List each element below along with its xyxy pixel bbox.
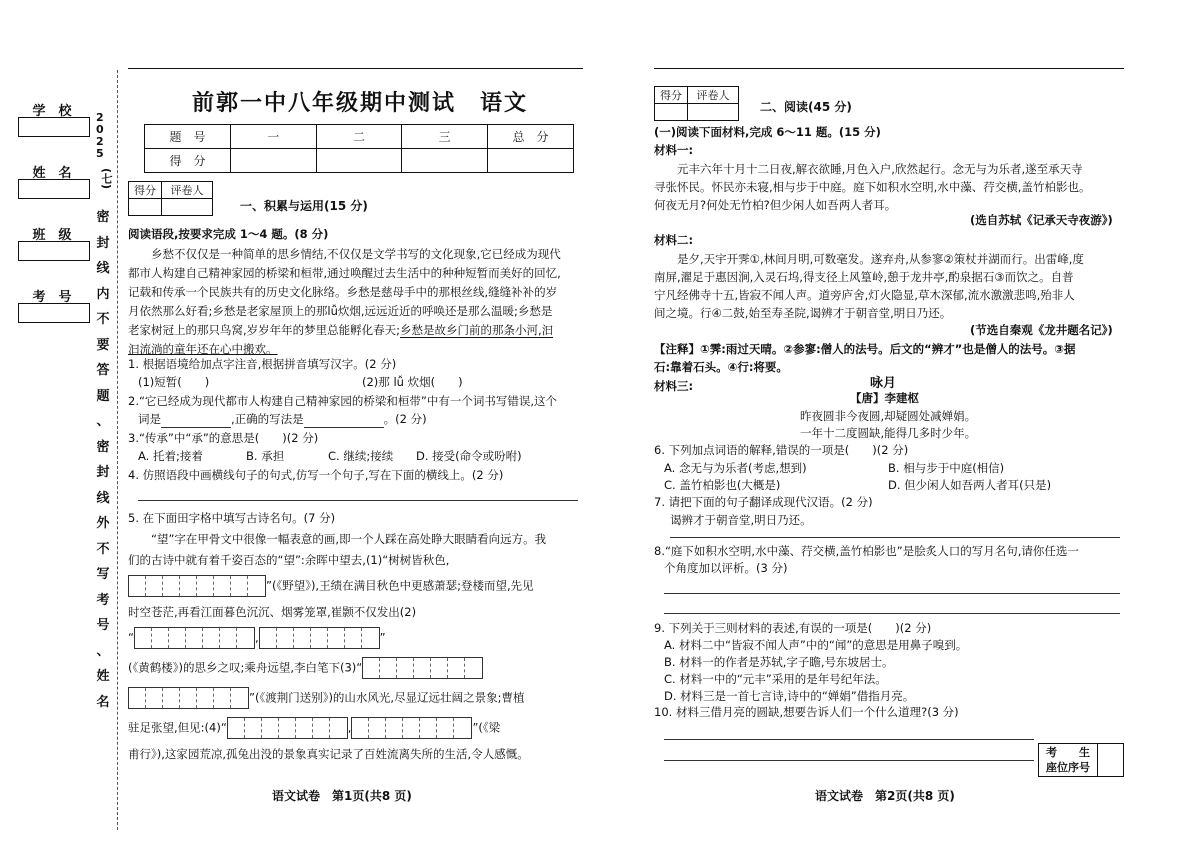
comma-mark: , [254, 630, 259, 645]
q5-line: 们的古诗中就有着千姿百态的“望”:余晖中望去,(1)“树树皆秋色, [128, 553, 450, 567]
part-1-instruction: (一)阅读下面材料,完成 6～11 题。(15 分) [654, 125, 881, 139]
comma-mark: , [347, 720, 352, 735]
scorer-score-label: 得分 [655, 87, 688, 104]
q5-line: 时空苍茫,再看江面暮色沉沉、烟雾笼罩,崔颢不仅发出(2) [128, 605, 417, 619]
section-2-title: 二、阅读(45 分) [760, 100, 852, 114]
q7-sentence: 谒辨才于朝音堂,明日乃还。 [670, 513, 812, 527]
seal-text-char: 外 [96, 516, 110, 531]
seal-text-char: 姓 [96, 669, 110, 684]
class-label: 班 级 [32, 228, 72, 243]
seal-dashed-line [117, 70, 118, 830]
passage-line: 月依然那么好看;乡愁是老家屋顶上的那lǚ炊烟,远远近近的呼唤还是那么温暖;乡愁是 [128, 304, 553, 318]
passage-line: 汩流淌的童年还在心中搬欢。 [128, 342, 278, 356]
score-table-header: 一 [230, 125, 316, 149]
score-table-header: 题 号 [145, 125, 231, 149]
seal-text-char: 密 [96, 439, 110, 455]
seal-text-char: 不 [96, 312, 110, 327]
name-field[interactable] [18, 179, 90, 199]
material-2-line: 南屏,濯足于惠因涧,入灵石坞,得支径上风篁岭,憩于龙井亭,酌泉据石③而饮之。自普 [654, 270, 1074, 284]
id-label: 考 号 [32, 290, 72, 305]
annotation-line: 石:靠着石头。④行:将要。 [654, 360, 788, 374]
q9-option-a[interactable]: A. 材料二中“皆寂不闻人声”中的“闻”的意思是用鼻子嗅到。 [664, 638, 968, 652]
material-1-line: 何夜无月?何处无竹柏?但少闲人如吾两人者耳。 [654, 198, 897, 212]
q9-option-b[interactable]: B. 材料一的作者是苏轼,字子瞻,号东坡居士。 [664, 655, 894, 669]
seal-text-char: 内 [96, 286, 110, 302]
passage [128, 245, 588, 359]
scorer-name-label: 评卷人 [688, 87, 739, 104]
question-2: 2.“它已经成为现代都市人构建自己精神家园的桥梁和桓带”中有一个词书写错误,这个 [128, 394, 558, 408]
q5-source-2: (《黄鹤楼》)的思乡之叹;乘舟远望,李白笔下(3)“ [128, 660, 363, 675]
scorer-box [128, 181, 213, 216]
question-5: 5. 在下面田字格中填写古诗名句。(7 分) [128, 511, 336, 525]
score-table-header: 二 [316, 125, 402, 149]
material-2-line: 间之境。行④二鼓,始至寿圣院,谒辨才于朝音堂,明日乃还。 [654, 306, 952, 320]
seat-number-field[interactable] [1098, 744, 1123, 776]
material-2-line: 是夕,天宇开霁①,林间月明,可数毫发。遂弃舟,从参寥②策杖并湖而行。出雷峰,度 [654, 252, 1084, 266]
page-2-footer: 语文试卷 第2页(共8 页) [815, 789, 955, 803]
q2-correct-label: ,正确的写法是 [231, 412, 304, 426]
score-row-label: 得 分 [145, 149, 231, 173]
poem-author: 【唐】李建枢 [850, 391, 919, 405]
quote-mark: “ [128, 630, 134, 645]
q5-source-3: ”(《渡荆门送别》)的山水风光,尽显辽远壮阔之景象;曹植 [249, 690, 525, 705]
question-8: 8.“庭下如积水空明,水中藻、荇交横,盖竹柏影也”是脍炙人口的写月名句,请你任选一 [654, 544, 1079, 558]
seat-label-2: 座位序号 [1046, 761, 1090, 774]
question-7: 7. 请把下面的句子翻译成现代汉语。(2 分) [654, 495, 873, 509]
material-3-label: 材料三: [654, 379, 694, 393]
poem-line: 昨夜圆非今夜圆,却疑圆处减婵娟。 [800, 409, 977, 423]
q6-option-b[interactable]: B. 相与步于中庭(相信) [888, 461, 1005, 475]
score-cell[interactable] [402, 149, 488, 173]
scorer-box [654, 86, 739, 121]
passage-line [128, 321, 588, 340]
seat-label-1: 考 生 [1046, 746, 1090, 759]
passage-text: 老家树冠上的那只鸟窝,岁岁年年的梦里总能孵化春天; [128, 323, 401, 337]
scorer-score-cell[interactable] [129, 199, 162, 216]
material-2 [654, 250, 1134, 322]
q5-row-2 [128, 627, 590, 653]
scorer-name-cell[interactable] [688, 104, 739, 121]
q2-score: 。(2 分) [383, 412, 427, 426]
seal-text-char: 题 [96, 388, 110, 404]
scorer-name-label: 评卷人 [162, 182, 213, 199]
question-1a[interactable]: (1)短暂( ) [138, 375, 210, 389]
page-2 [650, 0, 1170, 847]
q5-row-1 [128, 575, 590, 601]
scorer-name-cell[interactable] [162, 199, 213, 216]
q7-answer-line[interactable] [670, 537, 1120, 538]
material-1-source: (选自苏轼《记承天寺夜游》) [970, 213, 1113, 227]
year-text: 2025 [96, 111, 104, 160]
q5-row-5 [128, 717, 590, 743]
question-4: 4. 仿照语段中画横线句子的句式,仿写一个句子,写在下面的横线上。(2 分) [128, 468, 504, 482]
scorer-score-cell[interactable] [655, 104, 688, 121]
seal-text-char: 写 [96, 567, 110, 582]
q3-option-c[interactable]: C. 继续;接续 [328, 449, 394, 463]
reading-instruction: 阅读语段,按要求完成 1～4 题。(8 分) [128, 227, 329, 241]
q10-answer-line[interactable] [664, 739, 1034, 740]
seal-text-char: 考 [96, 592, 110, 608]
q5-source-4: 驻足张望,但见:(4)“ [128, 720, 227, 735]
underlined-sentence: 乡愁是故乡门前的那条小河,汩 [400, 323, 554, 337]
q2-correct-blank[interactable] [304, 413, 384, 428]
seal-text-char: 封 [96, 235, 110, 251]
q3-option-d[interactable]: D. 接受(命令或吩咐) [416, 449, 522, 463]
seal-text-char: 答 [96, 363, 110, 378]
q2-answer-blank[interactable] [161, 413, 231, 428]
edition-text [95, 168, 111, 189]
q8-answer-line[interactable] [664, 613, 1120, 614]
material-1-label: 材料一: [654, 143, 694, 157]
material-2-source: (节选自秦观《龙井题名记》) [970, 323, 1113, 337]
poem-line: 一年十二度圆缺,能得几多时少年。 [800, 426, 977, 440]
score-cell[interactable] [316, 149, 402, 173]
q6-option-d[interactable]: D. 但少闲人如吾两人者耳(只是) [888, 478, 1052, 492]
poem-grid-3b[interactable] [128, 687, 249, 709]
question-5-body [128, 529, 590, 765]
top-rule [128, 68, 583, 69]
poem-grid-2a[interactable] [134, 627, 255, 649]
question-8-line2: 个角度加以评析。(3 分) [664, 561, 788, 575]
passage-line: 记载和传承一个民族共有的历史文化脉络。乡愁是慈母手中的那根丝线,缝缝补补的岁 [128, 285, 558, 299]
school-field[interactable] [18, 117, 90, 137]
q3-option-b[interactable]: B. 承担 [246, 449, 285, 463]
edition-label: (七) [100, 168, 113, 190]
material-1-line: 寻张怀民。怀民亦未寝,相与步于中庭。庭下如积水空明,水中藻、荇交横,盖竹柏影也。 [654, 180, 1091, 194]
q8-answer-line[interactable] [664, 593, 1120, 594]
question-1b[interactable]: (2)那 lǚ 炊烟( ) [362, 375, 463, 389]
section-1-title: 一、积累与运用(15 分) [240, 199, 368, 213]
score-table-header: 总 分 [488, 125, 574, 149]
q5-source-1: ”(《野望》),王绩在满目秋色中更感萧瑟;登楼而望,先见 [266, 578, 534, 593]
poem-grid-4a[interactable] [227, 717, 348, 739]
page-1 [122, 0, 592, 847]
q3-option-a[interactable]: A. 托着;接着 [138, 449, 203, 463]
seal-text-char: 要 [96, 337, 110, 353]
seat-label-cell [1039, 744, 1098, 776]
seat-number-box [1038, 743, 1124, 777]
school-label: 学 校 [32, 104, 72, 119]
question-9: 9. 下列关于三则材料的表述,有误的一项是( )(2 分) [654, 621, 932, 635]
seal-line-text [93, 205, 113, 715]
q2-word-label: 词是 [138, 412, 161, 426]
q5-row-4 [128, 687, 590, 713]
q10-answer-line[interactable] [664, 760, 1034, 761]
page-1-footer: 语文试卷 第1页(共8 页) [272, 789, 412, 803]
question-10: 10. 材料三借月亮的圆缺,想要告诉人们一个什么道理?(3 分) [654, 705, 959, 719]
q5-line: “望”字在甲骨文中很像一幅表意的画,即一个人踩在高处睁大眼睛看向远方。我 [128, 532, 547, 546]
question-1: 1. 根据语境给加点字注音,根据拼音填写汉字。(2 分) [128, 357, 397, 371]
scorer-score-label: 得分 [129, 182, 162, 199]
q6-option-a[interactable]: A. 念无与为乐者(考虑,想到) [664, 461, 807, 475]
material-1-line: 元丰六年十月十二日夜,解衣欲睡,月色入户,欣然起行。念无与为乐者,遂至承天寺 [654, 162, 1083, 176]
top-rule [654, 68, 1124, 69]
binding-margin [0, 0, 120, 847]
material-2-line: 宁凡经佛寺十五,皆寂不闻人声。道旁庐舍,灯火隐显,草木深郁,流水激激悲鸣,殆非人 [654, 288, 1075, 302]
seal-text-char: 号 [96, 618, 110, 633]
q5-row-3 [128, 657, 590, 683]
quote-mark: ” [379, 630, 386, 645]
seal-text-char: 线 [96, 261, 110, 276]
poem-grid-3a[interactable] [362, 657, 483, 679]
question-2-line2 [138, 411, 427, 428]
passage-line: 乡愁不仅仅是一种简单的思乡情结,不仅仅是文学书写的文化现象,它已经成为现代 [128, 247, 561, 261]
annotation [654, 340, 1134, 376]
seal-text-char: 封 [96, 465, 110, 480]
seal-text-char: 密 [96, 210, 110, 225]
poem-grid-2b[interactable] [259, 627, 380, 649]
passage-line: 都市人构建自己精神家园的桥梁和桓带,通过唤醒过去生活中的种种短暂而美好的回忆, [128, 266, 561, 280]
material-1 [654, 160, 1134, 214]
name-label: 姓 名 [32, 166, 72, 181]
poem-title: 咏月 [870, 376, 897, 391]
score-table [144, 124, 574, 173]
seal-text-char: 线 [96, 490, 110, 506]
q5-source-5: ”(《梁 [472, 720, 501, 735]
page-title: 前郭一中八年级期中测试 语文 [192, 90, 529, 116]
class-field[interactable] [18, 241, 90, 261]
material-2-label: 材料二: [654, 233, 694, 247]
poem-grid-1[interactable] [128, 575, 266, 597]
seal-text-char: 、 [96, 643, 110, 659]
seal-text-char: 不 [96, 541, 110, 557]
score-cell[interactable] [230, 149, 316, 173]
q5-line: 甫行》),这家园荒凉,孤兔出没的景象真实记录了百姓流离失所的生活,令人感慨。 [128, 747, 529, 761]
poem-grid-4b[interactable] [351, 717, 472, 739]
question-3: 3.“传承”中“承”的意思是( )(2 分) [128, 431, 319, 445]
q4-answer-line[interactable] [138, 500, 578, 501]
q6-option-c[interactable]: C. 盖竹柏影也(大概是) [664, 478, 781, 492]
annotation-line: 【注释】①霁:雨过天晴。②参寥:僧人的法号。后文的“辨才”也是僧人的法号。③据 [654, 342, 1076, 356]
seal-text-char: 名 [96, 694, 110, 710]
score-cell[interactable] [488, 149, 574, 173]
seal-text-char: 、 [96, 414, 110, 429]
id-field[interactable] [18, 303, 90, 323]
q9-option-c[interactable]: C. 材料一中的“元丰”采用的是年号纪年法。 [664, 672, 887, 686]
q9-option-d[interactable]: D. 材料三是一首七言诗,诗中的“婵娟”借指月亮。 [664, 689, 915, 703]
score-table-header: 三 [402, 125, 488, 149]
question-6: 6. 下列加点词语的解释,错误的一项是( )(2 分) [654, 443, 909, 457]
